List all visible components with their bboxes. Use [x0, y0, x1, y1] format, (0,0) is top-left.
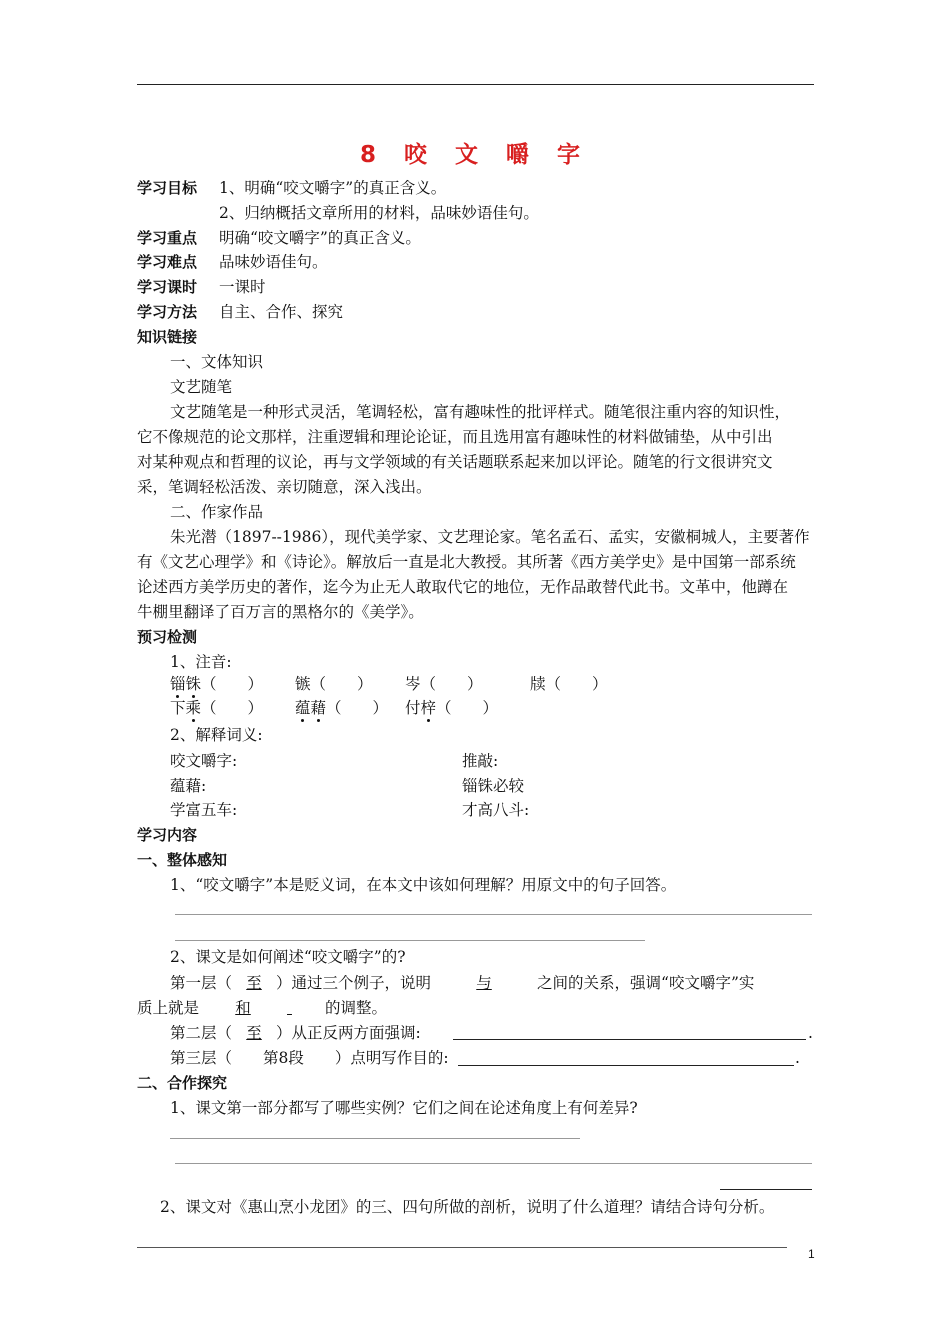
knowledge-sub2: 二、作家作品 [170, 503, 264, 521]
answer-line [458, 1065, 794, 1066]
define-item-4: 锱铢必较 [462, 777, 525, 795]
define-item-2: 推敲: [462, 752, 499, 770]
pinyin-item-1: 锱铢（ ） [170, 675, 264, 693]
layer-2-line: 第二层（ 至 ）从正反两方面强调: [170, 1024, 421, 1042]
knowledge-p1-line1: 文艺随笔是一种形式灵活，笔调轻松，富有趣味性的批评样式。随笔很注重内容的知识性， [170, 403, 791, 421]
layer-1-line: 第一层（ 至 ）通过三个例子，说明 与 之间的关系，强调“咬文嚼字”实 [170, 974, 755, 992]
answer-line [175, 1163, 812, 1164]
hours-text: 一课时 [219, 278, 266, 296]
emphasis-dot [427, 719, 430, 722]
define-item-6: 才高八斗: [462, 801, 530, 819]
knowledge-p1-line4: 采，笔调轻松活泼、亲切随意，深入浅出。 [137, 478, 432, 496]
emphasis-dot [317, 719, 320, 722]
knowledge-p2-line1: 朱光潜（1897--1986），现代美学家、文艺理论家。笔名孟石、孟实，安徽桐城人，主要著作 [170, 528, 810, 546]
define-item-3: 蕴藉: [170, 777, 207, 795]
pinyin-item-4: 牍（ ） [530, 675, 608, 693]
pinyin-item-6: 蕴藉（ ） [295, 699, 389, 717]
layer-2-end: . [808, 1024, 813, 1042]
goal-1: 1、明确“咬文嚼字”的真正含义。 [219, 179, 447, 197]
question-4: 2、课文对《惠山烹小龙团》的三、四句所做的剖析，说明了什么道理？请结合诗句分析。 [160, 1198, 775, 1216]
difficulty-text: 品味妙语佳句。 [219, 253, 328, 271]
layer-3-end: . [795, 1049, 800, 1067]
layer-1-line-cont: 质上就是 和 的调整。 [137, 999, 388, 1017]
header-rule [137, 84, 814, 85]
page-title: 8 咬 文 嚼 字 [359, 142, 591, 168]
section-1-heading: 一、整体感知 [137, 851, 228, 869]
knowledge-heading: 知识链接 [137, 328, 198, 346]
knowledge-p1-line3: 对某种观点和哲理的议论，再与文学领域的有关话题联系起来加以评论。随笔的行文很讲究文 [137, 453, 773, 471]
preview-q1: 1、注音: [170, 653, 232, 671]
section-2-heading: 二、合作探究 [137, 1074, 228, 1092]
difficulty-label: 学习难点 [137, 253, 198, 271]
question-2: 2、课文是如何阐述“咬文嚼字”的? [170, 948, 406, 966]
goal-2: 2、归纳概括文章所用的材料，品味妙语佳句。 [219, 204, 539, 222]
goal-label: 学习目标 [137, 179, 198, 197]
emphasis-dot [301, 719, 304, 722]
knowledge-sub1: 一、文体知识 [170, 353, 264, 371]
pinyin-item-2: 镞（ ） [295, 675, 373, 693]
method-label: 学习方法 [137, 303, 198, 321]
answer-line [453, 1039, 806, 1040]
pinyin-item-7: 付梓（ ） [405, 699, 499, 717]
layer-3-line: 第三层（ 第8段 ）点明写作目的: [170, 1049, 449, 1067]
emphasis-dot [192, 719, 195, 722]
focus-label: 学习重点 [137, 229, 198, 247]
knowledge-sub1-title: 文艺随笔 [170, 378, 233, 396]
pinyin-item-5: 下乘（ ） [170, 699, 264, 717]
page-number: 1 [808, 1247, 815, 1261]
method-text: 自主、合作、探究 [219, 303, 344, 321]
define-item-5: 学富五车: [170, 801, 238, 819]
content-heading: 学习内容 [137, 826, 198, 844]
focus-text: 明确“咬文嚼字”的真正含义。 [219, 229, 421, 247]
knowledge-p2-line2: 有《文艺心理学》和《诗论》。解放后一直是北大教授。其所著《西方美学史》是中国第一部系统 [137, 553, 796, 571]
pinyin-item-3: 岑（ ） [405, 675, 483, 693]
knowledge-p2-line3: 论述西方美学历史的著作，迄今为止无人敢取代它的地位，无作品敢替代此书。文革中，他蹲在 [137, 578, 789, 596]
preview-heading: 预习检测 [137, 628, 198, 646]
answer-line [175, 914, 812, 915]
knowledge-p1-line2: 它不像规范的论文那样，注重逻辑和理论论证，而且选用富有趣味性的材料做铺垫，从中引出 [137, 428, 773, 446]
define-item-1: 咬文嚼字: [170, 752, 238, 770]
question-3: 1、课文第一部分都写了哪些实例？它们之间在论述角度上有何差异? [170, 1099, 638, 1117]
footer-rule [137, 1247, 787, 1248]
hours-label: 学习课时 [137, 278, 198, 296]
knowledge-p2-line4: 牛棚里翻译了百万言的黑格尔的《美学》。 [137, 603, 424, 621]
question-1: 1、“咬文嚼字”本是贬义词，在本文中该如何理解？用原文中的句子回答。 [170, 876, 677, 894]
preview-q2: 2、解释词义: [170, 726, 263, 744]
answer-line [175, 940, 645, 941]
answer-line [720, 1189, 812, 1190]
answer-line [170, 1138, 580, 1139]
